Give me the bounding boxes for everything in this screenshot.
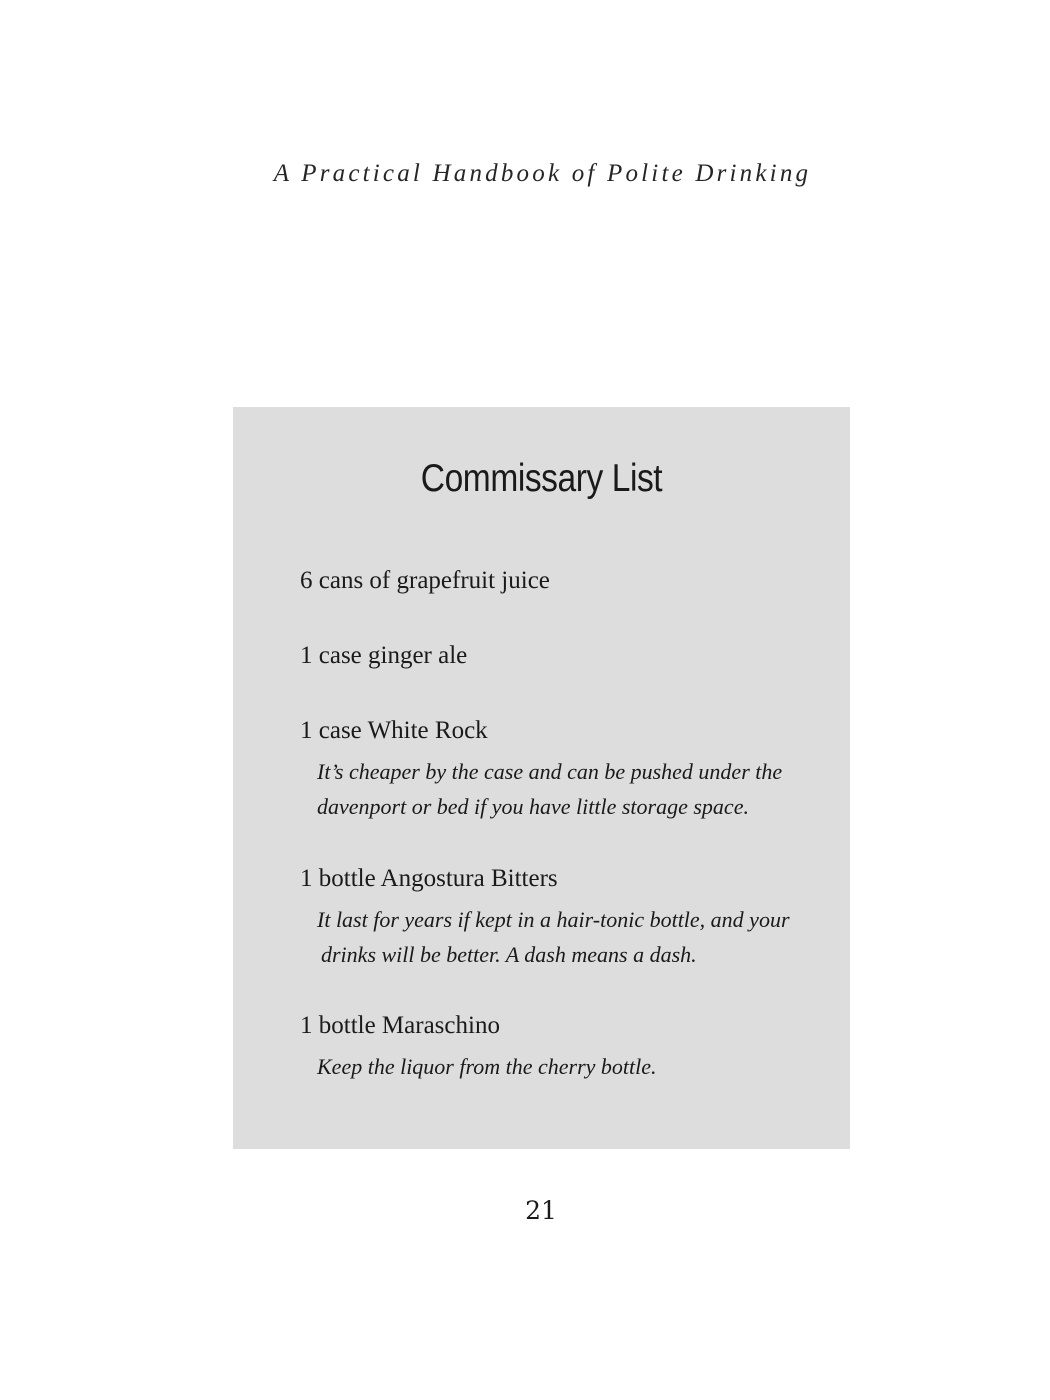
note-line: Keep the liquor from the cherry bottle. [317, 1054, 657, 1079]
note-line: It last for years if kept in a hair-tonic bottle, and your [317, 907, 790, 932]
note-line: drinks will be better. A dash means a dash. [321, 942, 697, 967]
item-name: 1 case White Rock [300, 717, 488, 744]
list-item-angostura-bitters [300, 863, 820, 972]
item-name: 6 cans of grapefruit juice [300, 567, 550, 594]
item-note [317, 754, 820, 824]
item-note [317, 902, 820, 972]
note-line: It’s cheaper by the case and can be pushed under the [317, 759, 783, 784]
page-number: 21 [525, 1196, 557, 1225]
item-name: 1 bottle Maraschino [300, 1012, 500, 1039]
box-title: Commissary List [420, 457, 663, 500]
note-line: davenport or bed if you have little storage space. [317, 794, 749, 819]
item-name: 1 bottle Angostura Bitters [300, 865, 558, 892]
list-item-ginger-ale [300, 640, 820, 672]
list-item-grapefruit-juice [300, 565, 820, 597]
list-item-white-rock [300, 715, 820, 824]
commissary-list-box [233, 407, 850, 1149]
running-head: A Practical Handbook of Polite Drinking [273, 160, 812, 187]
item-note [317, 1049, 820, 1084]
list-item-maraschino [300, 1010, 820, 1084]
item-name: 1 case ginger ale [300, 642, 468, 669]
